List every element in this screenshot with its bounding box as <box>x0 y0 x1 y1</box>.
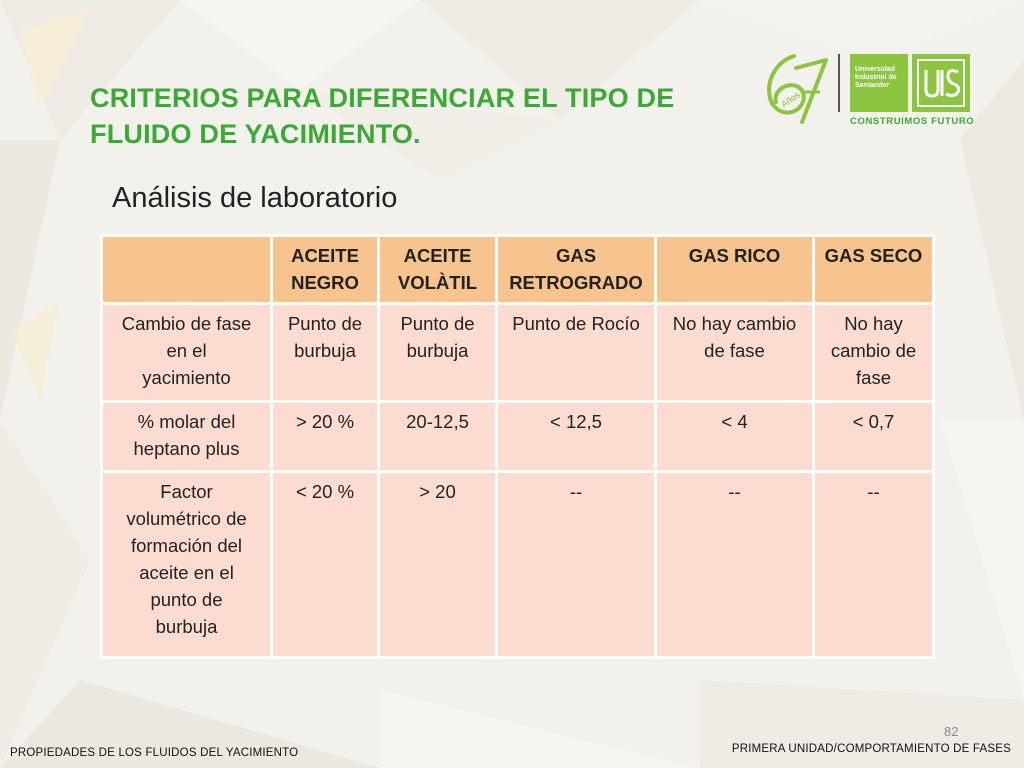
cell-text-line: No hay <box>844 313 903 334</box>
header-text-line: GAS SECO <box>824 245 923 266</box>
table-row <box>102 472 934 658</box>
table-cell <box>656 304 814 402</box>
years-label: Años <box>779 89 802 110</box>
cell-text-line: Punto de <box>400 313 475 334</box>
table-cell <box>656 472 814 658</box>
cell-text-line: cambio de <box>830 340 917 361</box>
table-cell <box>272 304 379 402</box>
footer-course-title: PROPIEDADES DE LOS FLUIDOS DEL YACIMIENTO <box>10 747 299 759</box>
cell-text-line: -- <box>569 481 583 502</box>
slide-subtitle: Análisis de laboratorio <box>112 182 398 214</box>
cell-text-line: < 4 <box>721 411 748 432</box>
cell-text-line: Cambio de fase <box>121 313 252 334</box>
cell-text-line: % molar del <box>137 411 236 432</box>
cell-text-line: -- <box>728 481 741 502</box>
cell-text-line: en el <box>166 340 207 361</box>
cell-text-line: aceite en el <box>139 562 234 583</box>
cell-text-line: Punto de <box>287 313 363 334</box>
cell-text-line: < 12,5 <box>550 411 602 432</box>
page-number: 82 <box>944 724 959 739</box>
anniversary-67-icon <box>760 48 832 128</box>
cell-text-line: No hay cambio <box>672 313 797 334</box>
table-cell <box>814 472 934 658</box>
cell-text-line: burbuja <box>155 616 218 637</box>
header-text-line: RETROGRADO <box>509 272 643 293</box>
cell-text-line: punto de <box>150 589 223 610</box>
university-name-box <box>850 54 908 112</box>
uis-emblem-icon <box>912 54 970 112</box>
table-header-row <box>102 236 934 304</box>
cell-text-line: 20-12,5 <box>406 411 469 432</box>
footer-unit-title: PRIMERA UNIDAD/COMPORTAMIENTO DE FASES <box>731 743 1011 755</box>
table-row <box>102 304 934 402</box>
table-cell <box>379 304 497 402</box>
title-line-2: FLUIDO DE YACIMIENTO. <box>90 119 421 149</box>
cell-text-line: de fase <box>704 340 765 361</box>
row-label-cell <box>102 304 272 402</box>
table-header-cell <box>656 236 814 304</box>
logo-tagline: CONSTRUIMOS FUTURO <box>850 116 975 127</box>
university-logo <box>760 48 976 132</box>
cell-text-line: < 20 % <box>295 481 355 502</box>
cell-text-line: burbuja <box>406 340 469 361</box>
cell-text-line: fase <box>856 367 891 388</box>
cell-text-line: yacimiento <box>142 367 231 388</box>
cell-text-line: < 0,7 <box>852 411 895 432</box>
university-line-3: Santander <box>855 82 890 89</box>
table-row <box>102 402 934 472</box>
row-label-cell <box>102 472 272 658</box>
title-line-1: CRITERIOS PARA DIFERENCIAR EL TIPO DE <box>90 83 675 113</box>
table-cell <box>497 304 656 402</box>
table-cell <box>272 472 379 658</box>
cell-text-line: > 20 <box>419 481 456 502</box>
table-header-cell <box>102 236 272 304</box>
table-cell <box>272 402 379 472</box>
cell-text-line: volumétrico de <box>126 508 247 529</box>
cell-text-line: -- <box>867 481 880 502</box>
table-cell <box>814 304 934 402</box>
cell-text-line: Punto de Rocío <box>512 313 640 334</box>
cell-text-line: heptano plus <box>133 438 240 459</box>
header-text-line: VOLÀTIL <box>397 272 478 293</box>
table-cell <box>379 472 497 658</box>
table-cell <box>379 402 497 472</box>
table-header-cell <box>497 236 656 304</box>
university-line-2: Industrial de <box>855 74 897 81</box>
table-cell <box>814 402 934 472</box>
cell-text-line: formación del <box>130 535 243 556</box>
table-cell <box>497 402 656 472</box>
table-cell <box>656 402 814 472</box>
university-line-1: Universidad <box>855 66 896 73</box>
fluid-criteria-table <box>100 234 935 659</box>
header-text-line: ACEITE <box>403 245 472 266</box>
header-text-line: ACEITE <box>291 245 359 266</box>
table-header-cell <box>379 236 497 304</box>
header-text-line: NEGRO <box>291 272 359 293</box>
row-label-cell <box>102 402 272 472</box>
slide-title <box>90 80 730 152</box>
header-text-line: GAS RICO <box>688 245 781 266</box>
header-text-line: GAS <box>555 245 597 266</box>
cell-text-line: burbuja <box>294 340 356 361</box>
table-cell <box>497 472 656 658</box>
logo-separator <box>838 54 840 112</box>
table-header-cell <box>814 236 934 304</box>
cell-text-line: Factor <box>160 481 213 502</box>
table-header-cell <box>272 236 379 304</box>
cell-text-line: > 20 % <box>295 411 355 432</box>
